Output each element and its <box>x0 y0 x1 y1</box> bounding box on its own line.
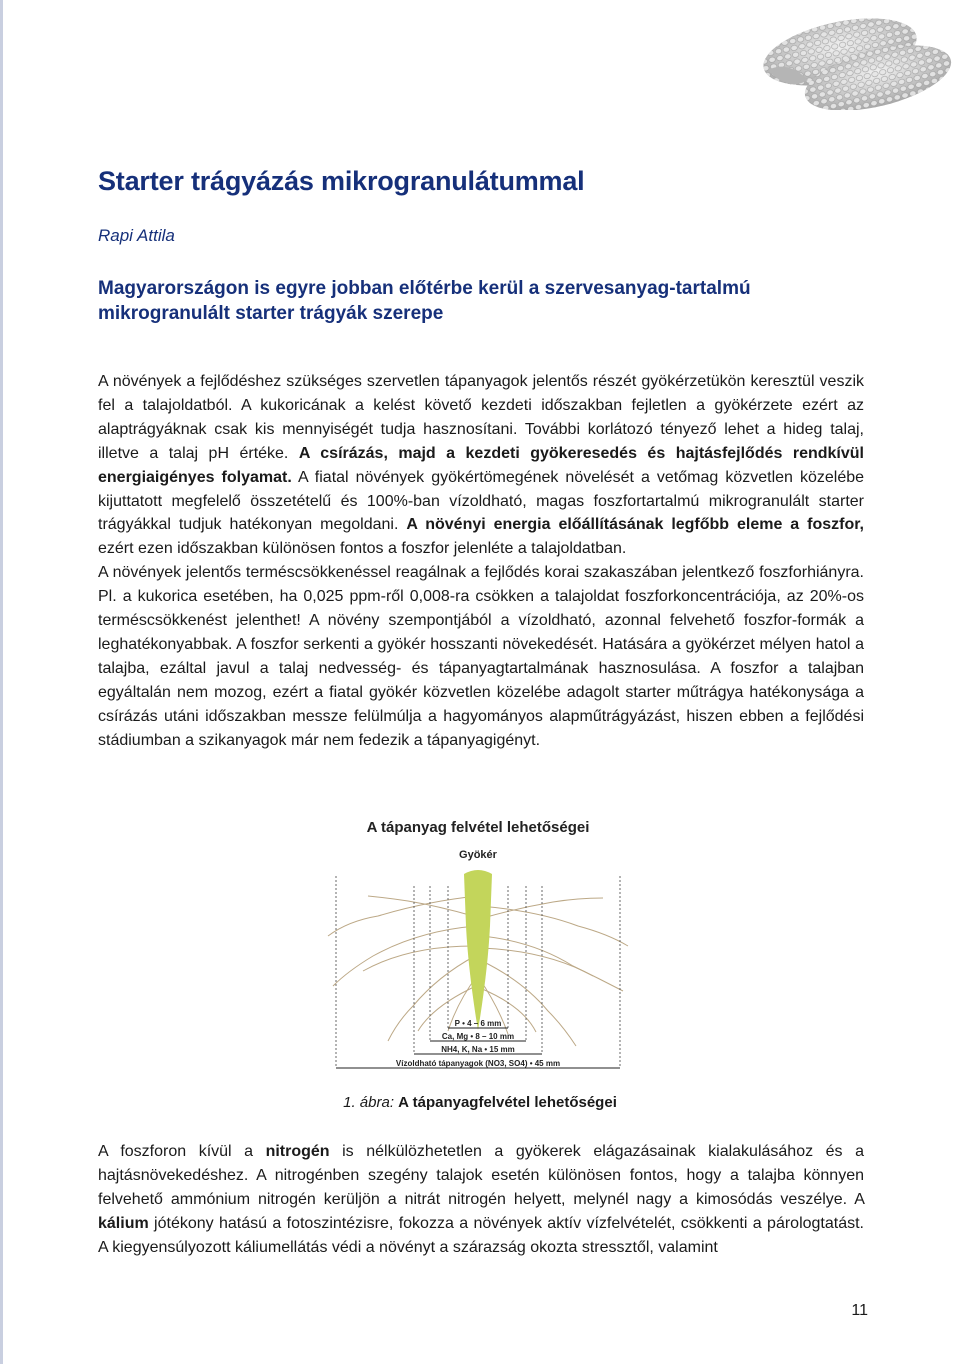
page-edge-rule <box>0 0 3 1364</box>
figure-caption <box>0 1094 960 1111</box>
root-nutrient-figure <box>318 806 638 1086</box>
paragraph-1-text: A növények a fejlődéshez szükséges szervetlen tápanyagok jelentős részét gyökérzetükön keresztül veszik fel a talajoldatból. A kukoricának a kelést követő kezdeti időszakban fejletlen a gyökérzete ezért az alaptrágyáknak csak kis mennyiségét tudja hasznosítani. További korlátozó tényező lehet a hideg talaj, illetve a talaj pH értéke. <box>98 373 864 462</box>
paragraph-3-kalium: kálium <box>98 1214 149 1232</box>
paragraph-3-c: A <box>854 1190 865 1208</box>
body-text-lower <box>98 1140 864 1260</box>
page-number: 11 <box>851 1302 868 1319</box>
figure-caption-prefix: 1. ábra: <box>343 1094 394 1111</box>
article-author: Rapi Attila <box>98 226 175 245</box>
paragraph-1 <box>98 370 864 561</box>
article-title: Starter trágyázás mikrogranulátummal <box>98 166 585 196</box>
paragraph-3-nitrogen: nitrogén <box>265 1143 330 1160</box>
figure-root-label: Gyökér <box>459 849 497 861</box>
figure-caption-text: A tápanyagfelvétel lehetőségei <box>398 1094 617 1111</box>
paragraph-1-bold-2: A növényi energia előállításának legfőbb eleme a foszfor, <box>406 516 865 534</box>
body-text-upper <box>98 370 864 753</box>
article-subtitle: Magyarországon is egyre jobban előtérbe kerül a szervesanyag-tartalmú mikrogranulált starter trágyák szerepe <box>98 278 751 324</box>
paragraph-3-d: jótékony hatású a fotoszintézisre, fokozza a növények aktív vízfelvételét, csökkenti a párologtatást. A kiegyensúlyozott káliumellátás védi a növényt a szárazság okozta stressztől, valamint <box>98 1214 864 1256</box>
paragraph-2: A növények jelentős terméscsökkenéssel reagálnak a fejlődés korai szakaszában jelentkező foszforhiányra. Pl. a kukorica esetében, ha 0,025 ppm-ről 0,008-ra csökken a talajoldat foszforkoncentrációja, az 20%-os terméscsökkenést jelenthet! A növény szempontjából a vízoldható, azonnal felvehető foszfor-formák a leghatékonyabbak. A foszfor serkenti a gyökér hosszanti növekedését. Hatására a gyökérzet mélyen hatol a talajba, ezáltal javul a talaj nedvesség- és tápanyagtartalmának hasznosulása. A foszfor a talajban egyáltalán nem mozog, ezért a fiatal gyökér közvetlen közelébe adagolt starter műtrágya hatékonysága a csírázás utáni időszakban messze felülmúlja a hagyományos alapműtrágyázást, hiszen ebben a fejlődési stádiumban a szikanyagok már nem fedezik a tápanyagigényt. <box>98 564 864 749</box>
paragraph-3 <box>98 1140 864 1260</box>
paragraph-1-text-3: ezért ezen időszakban különösen fontos a foszfor jelenléte a talajoldatban. <box>98 540 627 558</box>
range-water-label: Vízoldható tápanyagok (NO3, SO4) • 45 mm <box>395 1059 561 1068</box>
range-ca-label: Ca, Mg • 8 – 10 mm <box>441 1032 515 1041</box>
paragraph-1-text-2: A fiatal növények gyökértömegének növelését a vetőmag közvetlen közelébe kijuttatott megfelelő összetételű és 100%-ban vízoldható, magas foszfortartalmú mikrogranulált starter trágyákkal tudjuk hatékonyan megoldani. <box>98 468 865 534</box>
range-p-label: P • 4 – 6 mm <box>454 1019 502 1028</box>
range-nh-label: NH4, K, Na • 15 mm <box>441 1045 515 1054</box>
paragraph-1-bold: A csírázás, majd a kezdeti gyökeresedés és hajtásfejlődés rendkívül energiaigényes folyamat. <box>98 444 864 486</box>
paragraph-3-a: A foszforon kívül a <box>98 1143 254 1160</box>
corn-cobs-image <box>728 0 960 110</box>
paragraph-3-b: is nélkülözhetetlen a gyökerek elágazásainak kialakulásához és a hajtásnövekedéshez. A nitrogénben szegény talajok esetén különösen fontos, hogy a talajba könnyen felvehető ammónium nitrogén kerüljön a nitrát nitrogén helyett, melynél nagy a kimosódás veszélye. <box>98 1143 864 1208</box>
figure-title: A tápanyag felvétel lehetőségei <box>366 819 590 836</box>
